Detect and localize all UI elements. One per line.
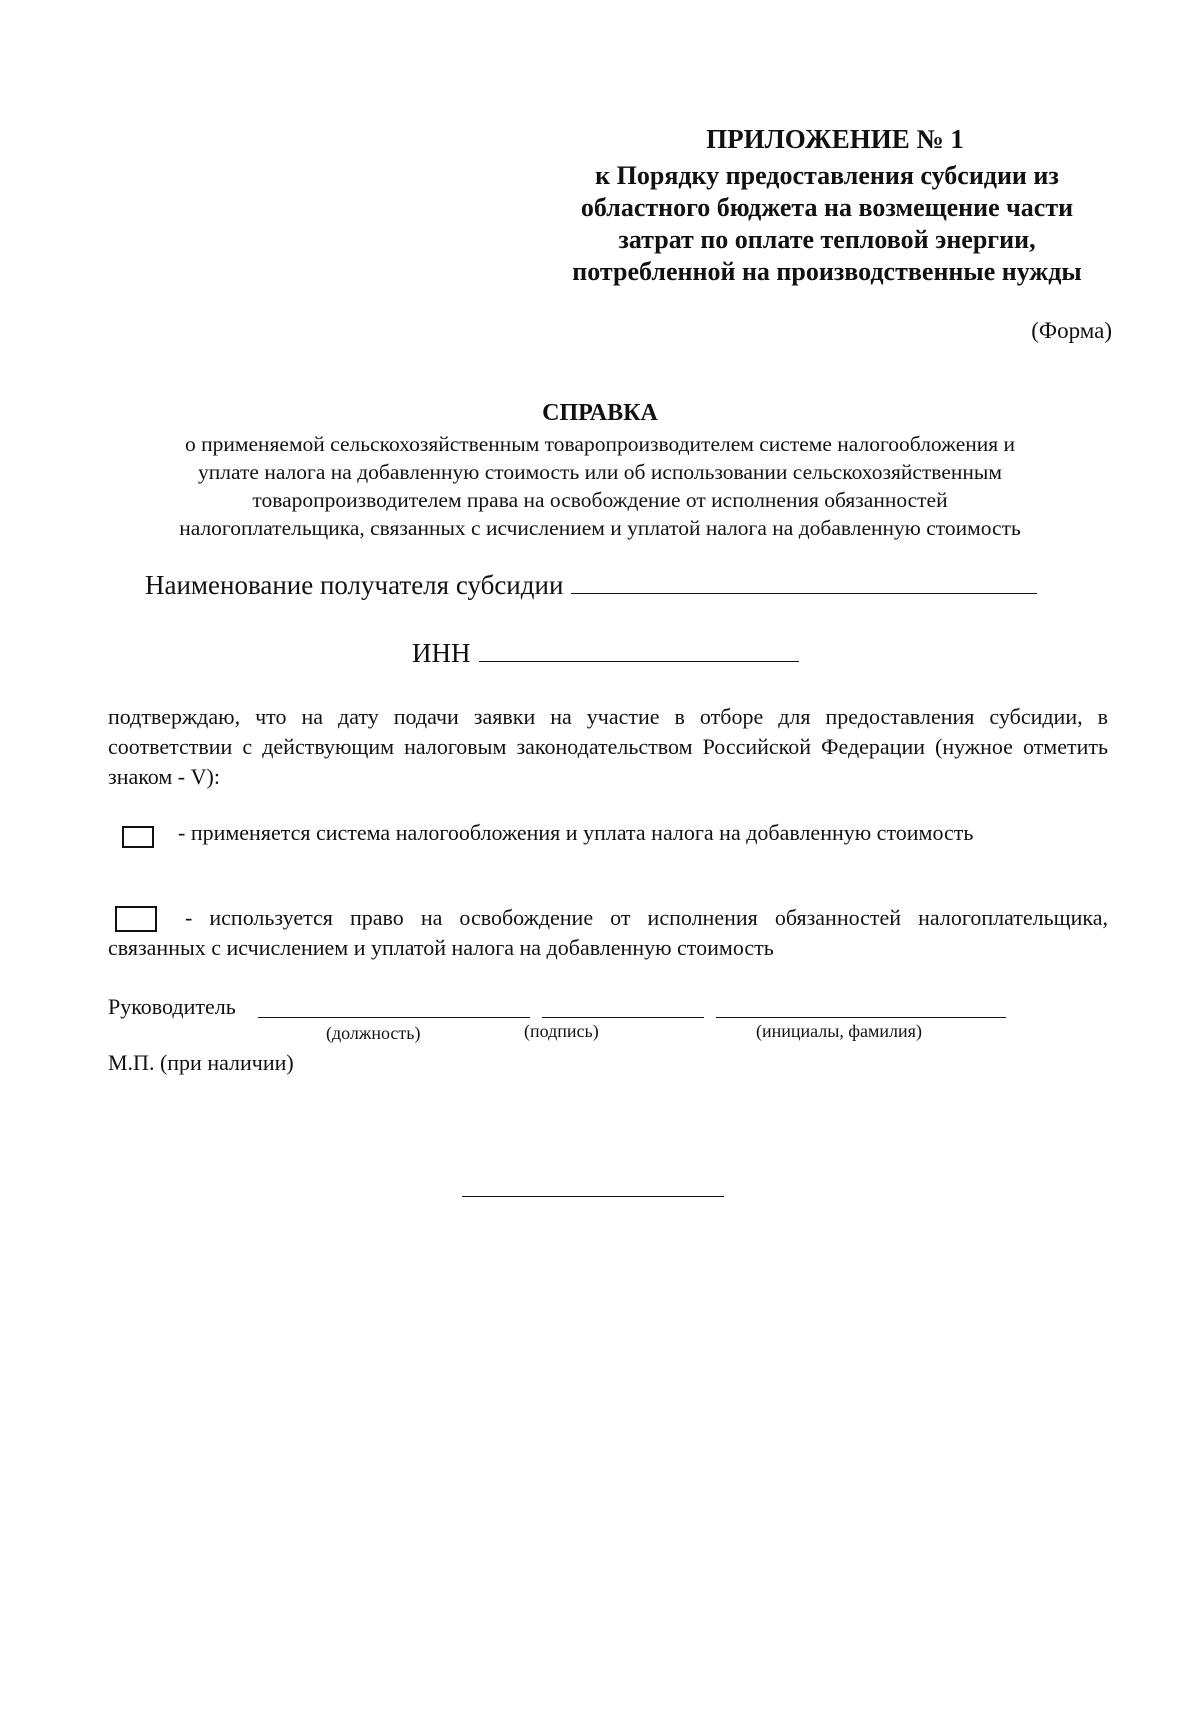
appendix-subtitle <box>512 160 1142 288</box>
appendix-title: ПРИЛОЖЕНИЕ № 1 <box>706 124 964 154</box>
option-label-vat-exemption: - используется право на освобождение от исполнения обязанностей налогоплательщика, связанных с исчислением и уплатой налога на добавленную стоимость <box>108 905 1108 960</box>
certificate-description <box>100 430 1100 542</box>
inn-field[interactable] <box>479 637 799 662</box>
recipient-label: Наименование получателя субсидии <box>145 570 564 600</box>
appendix-subtitle-line: к Порядку предоставления субсидии из <box>595 161 1059 190</box>
position-caption: (должность) <box>326 1023 421 1043</box>
inn-label: ИНН <box>412 638 471 668</box>
form-label: (Форма) <box>1031 318 1112 343</box>
option-label-vat-payer: - применяется система налогообложения и уплата налога на добавленную стоимость <box>178 820 974 845</box>
appendix-subtitle-line: областного бюджета на возмещение части <box>580 193 1074 222</box>
inn-field-row <box>412 636 799 670</box>
stamp-label: М.П. (при наличии) <box>108 1050 294 1075</box>
footer-separator-line <box>462 1196 724 1197</box>
signature-caption: (подпись) <box>524 1021 599 1041</box>
appendix-subtitle-line: потребленной на производственные нужды <box>572 257 1082 286</box>
position-signature-line[interactable] <box>258 1016 530 1018</box>
confirmation-text: подтверждаю, что на дату подачи заявки на участие в отборе для предоставления субсидии, в соответствии с действующим налоговым законодательством Российской Федерации (нужное отметить знаком - V): <box>108 704 1108 789</box>
option-checkbox-vat-payer[interactable] <box>122 826 154 848</box>
description-line: уплате налога на добавленную стоимость или об использовании сельскохозяйственным <box>198 460 1002 484</box>
description-line: о применяемой сельскохозяйственным товаропроизводителем системе налогообложения и <box>184 432 1016 456</box>
recipient-field-row <box>145 568 1037 602</box>
name-caption: (инициалы, фамилия) <box>756 1021 922 1041</box>
name-signature-line[interactable] <box>716 1016 1006 1018</box>
signature-line[interactable] <box>542 1016 704 1018</box>
head-label: Руководитель <box>108 994 236 1019</box>
appendix-subtitle-line: затрат по оплате тепловой энергии, <box>618 225 1036 254</box>
description-line: товаропроизводителем права на освобождение от исполнения обязанностей <box>252 488 948 512</box>
description-line: налогоплательщика, связанных с исчислением и уплатой налога на добавленную стоимость <box>179 516 1021 540</box>
recipient-name-field[interactable] <box>571 569 1037 594</box>
certificate-heading: СПРАВКА <box>542 400 658 426</box>
